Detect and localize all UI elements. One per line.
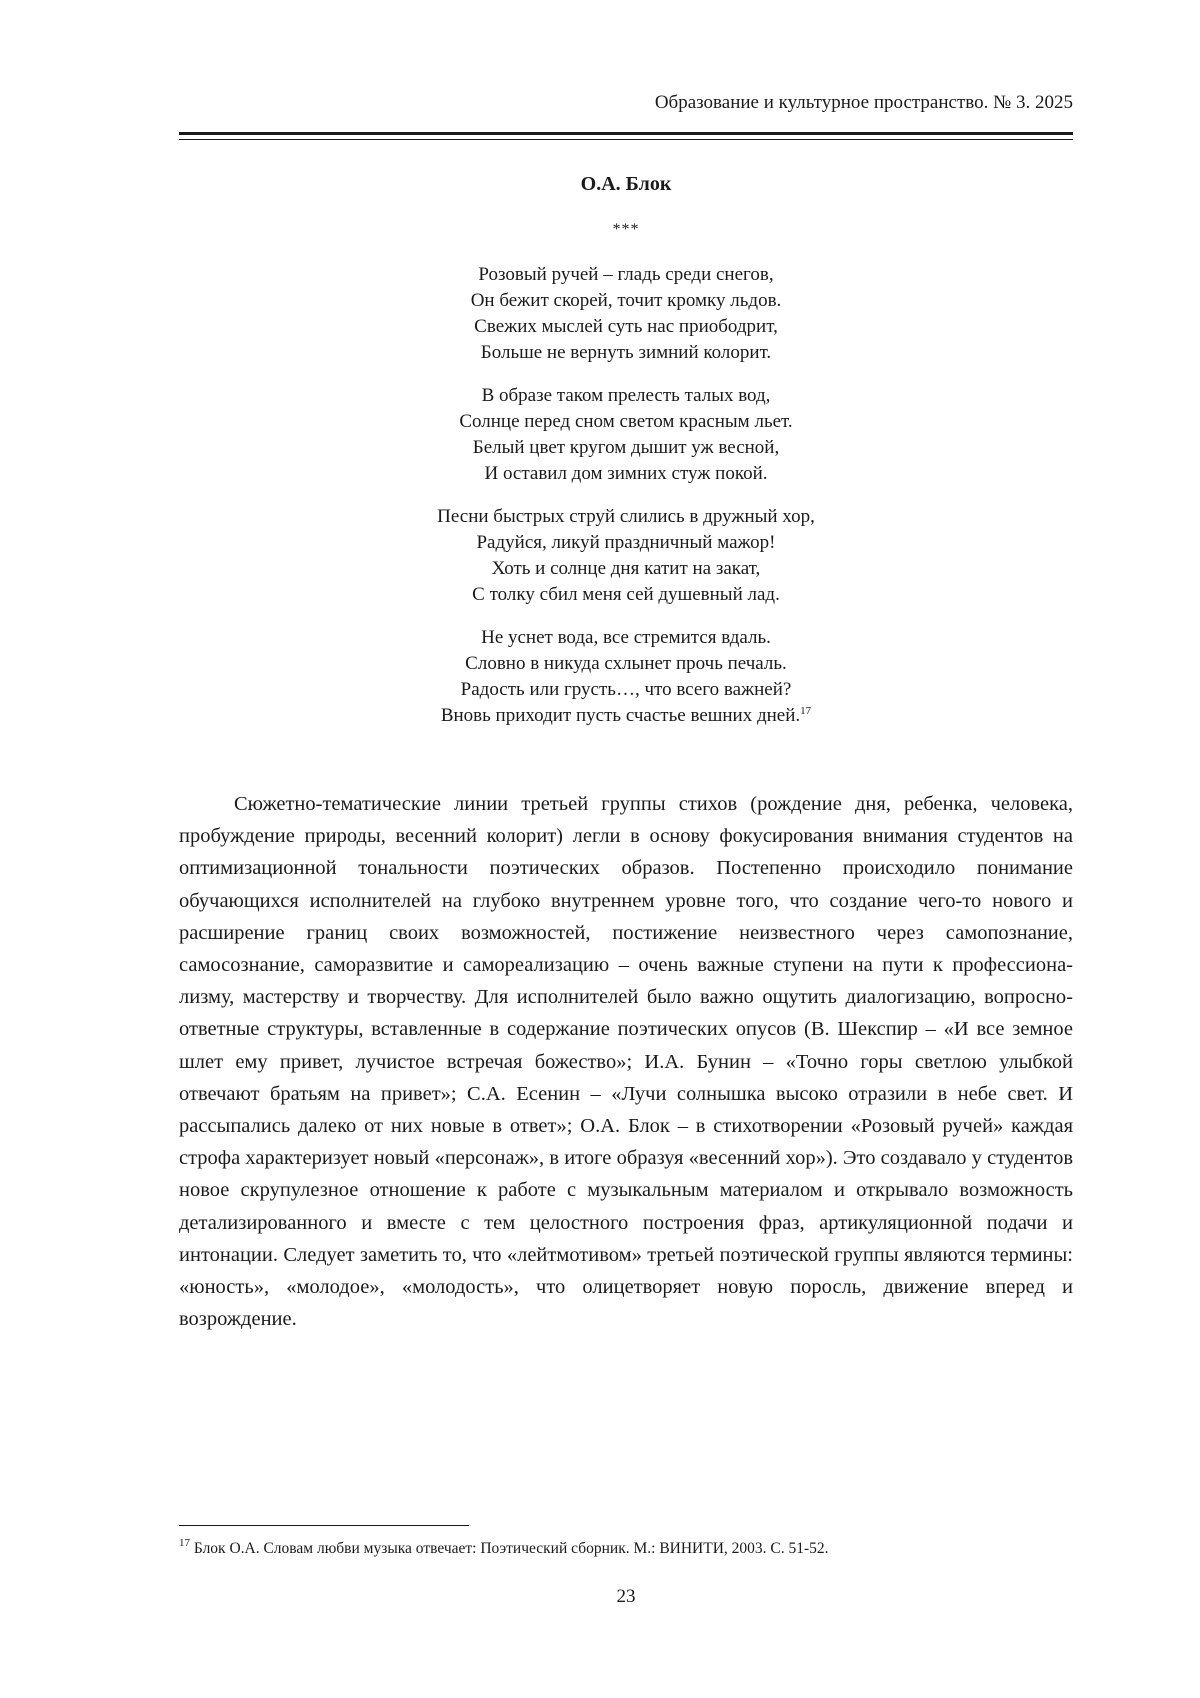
poem-line: Не уснет вода, все стремится вдаль. <box>481 627 771 648</box>
poem-stanza-1 <box>179 262 1073 366</box>
poem-line: Словно в никуда схлынет прочь печаль. <box>465 653 787 674</box>
poem-line: И оставил дом зимних стуж покой. <box>484 463 768 484</box>
poem-line: Солнце перед сном светом красным льет. <box>459 411 793 432</box>
poem-line <box>179 703 1073 729</box>
poem-author: О.А. Блок <box>580 173 672 195</box>
footnote-number: 17 <box>179 1537 190 1549</box>
poem-line: Хоть и солнце дня катит на закат, <box>491 558 761 579</box>
body-paragraph: Сюжетно-тематические линии третьей группы стихов (рождение дня, ребенка, человека, пробуждение природы, весенний колорит) легли в основу фокусирования внимания студентов на оптимизационной тональности поэтических образов. Постепенно происходило понимание обучающихся исполнителей на глубоко внутреннем уровне того, что создание чего-то нового и расширение границ своих возможностей, постижение неизвестного через самопознание, самосознание, саморазвитие и самореализацию – очень важные ступени на пути к профессионализму, мастерству и творчеству. Для исполнителей было важно ощутить диалогизацию, вопросно-ответные структуры, вставленные в содержание поэтических опусов (В. Шекспир – «И все земное шлет ему привет, лучистое встречая божество»; И.А. Бунин – «Точно горы светлою улыбкой отвечают братьям на привет»; С.А. Есенин – «Лучи солнышка высоко отразили в небе свет. И рассыпались далеко от них новые в ответ»; О.А. Блок – в стихотворении «Розовый ручей» каждая строфа характеризует новый «персонаж», в итоге образуя «весенний хор»). Это создавало у студентов новое скрупулезное отношение к работе с музыкальным материалом и открывало возможность детализированного и вместе с тем целостного построения фраз, артикуляционной подачи и интонации. Следует заметить то, что «лейтмотивом» третьей поэтической группы являются термины: «юность», «молодое», «молодость», что олицетворяет новую поросль, движение вперед и возрождение. <box>179 793 1073 1331</box>
poem-line: Розовый ручей – гладь среди снегов, <box>478 264 774 285</box>
poem-line-text: Вновь приходит пусть счастье вешних дней. <box>440 705 801 726</box>
footnote <box>179 1537 1073 1558</box>
poem-stanza-2 <box>179 383 1073 487</box>
poem-line: Он бежит скорей, точит кромку льдов. <box>470 290 782 311</box>
footnote-ref-link[interactable]: 17 <box>800 705 812 717</box>
footnote-rule <box>179 1525 469 1526</box>
footnote-text: Блок О.А. Словам любви музыка отвечает: Поэтический сборник. М.: ВИНИТИ, 2003. С. 51-52. <box>193 1540 829 1557</box>
poem-line: Белый цвет кругом дышит уж весной, <box>472 437 780 458</box>
poem-line: Радость или грусть…, что всего важней? <box>460 679 792 700</box>
poem-stanza-4 <box>179 625 1073 729</box>
page-number: 23 <box>616 1586 636 1607</box>
poem-line: Песни быстрых струй слились в дружный хор, <box>437 506 815 527</box>
poem-separator: *** <box>612 221 640 238</box>
poem-line: Свежих мыслей суть нас приободрит, <box>474 316 778 337</box>
header-rule-thick <box>179 132 1073 135</box>
journal-header: Образование и культурное пространство. № 3. 2025 <box>654 92 1073 113</box>
poem <box>179 262 1073 746</box>
poem-line: В образе таком прелесть талых вод, <box>481 385 771 406</box>
poem-line: Радуйся, ликуй праздничный мажор! <box>476 532 776 553</box>
header-rule-thin <box>179 139 1073 140</box>
poem-line: Больше не вернуть зимний колорит. <box>480 342 772 363</box>
poem-line: С толку сбил меня сей душевный лад. <box>472 584 780 605</box>
poem-stanza-3 <box>179 504 1073 608</box>
